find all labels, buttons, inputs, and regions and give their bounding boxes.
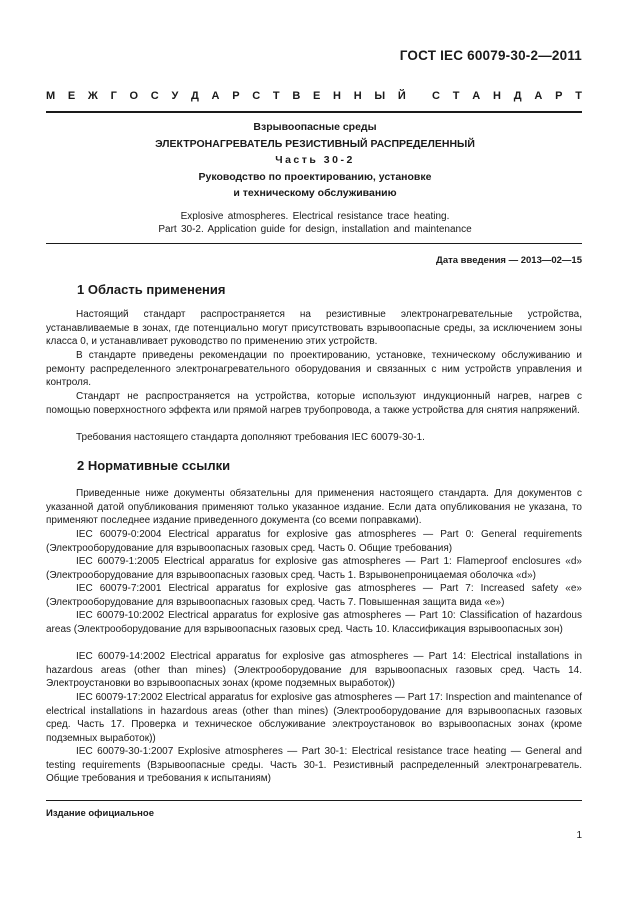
section-1-paragraph: В стандарте приведены рекомендации по проектированию, установке, техническому обслуживанию и ремонту распределенного электронагревательного оборудования и связанных с ним устройств управления и контроля.: [46, 350, 582, 389]
section-1-paragraph: Настоящий стандарт распространяется на резистивные электронагревательные устройства, устанавливаемые в зонах, где потенциально могут присутствовать взрывоопасные среды, за исключением зоны класса 0, и устанавливает руководство по применению этих устройств.: [46, 309, 582, 348]
interstate-word: М Е Ж Г О С У Д А Р С Т В Е Н Н Ы Й: [46, 90, 406, 102]
reference-item: IEC 60079-30-1:2007 Explosive atmospheres — Part 30-1: Electrical resistance trace heating — General and testing requirements (Взрывоопасные среды. Часть 30-1. Резистивный распределенный электронагреватель. Общие требования и требования к испытаниям): [46, 746, 582, 785]
official-edition-label: Издание официальное: [46, 808, 154, 819]
reference-item: IEC 60079-0:2004 Electrical apparatus for explosive gas atmospheres — Part 0: General requirements (Электрооборудование для взрывоопасных газовых сред. Часть 0. Общие требования): [46, 529, 582, 554]
title-line-2: ЭЛЕКТРОНАГРЕВАТЕЛЬ РЕЗИСТИВНЫЙ РАСПРЕДЕЛЕННЫЙ: [155, 137, 475, 150]
section-1-paragraph: Требования настоящего стандарта дополняют требования IEC 60079-30-1.: [76, 432, 425, 443]
english-title-line-1: Explosive atmospheres. Electrical resistance trace heating.: [180, 211, 450, 222]
english-title: [0, 210, 630, 236]
title-line-5: и техническому обслуживанию: [233, 187, 397, 199]
reference-item: IEC 60079-14:2002 Electrical apparatus for explosive gas atmospheres — Part 14: Electrical installations in hazardous areas (other than mines) (Электрооборудование для взрывоопасных газовых сред. Часть 14. Электроустановки во взрывоопасных зонах (кроме подземных выработок)): [46, 651, 582, 690]
reference-item: IEC 60079-1:2005 Electrical apparatus for explosive gas atmospheres — Part 1: Flameproof enclosures «d» (Электрооборудование для взрывоопасных газовых сред. Часть 1. Взрывонепроницаемая оболочка «d»): [46, 556, 582, 581]
footer-divider: [46, 800, 582, 801]
date-of-introduction: Дата введения — 2013—02—15: [436, 255, 582, 266]
page-number: 1: [576, 830, 582, 841]
section-2-paragraph: Приведенные ниже документы обязательны для применения настоящего стандарта. Для документов с указанной датой опубликования применяют только указанное издание. Если дата опубликования не указана, то применяют последнее издание приведенного документа (со всеми поправками).: [46, 488, 582, 527]
reference-item: IEC 60079-7:2001 Electrical apparatus for explosive gas atmospheres — Part 7: Increased safety «e» (Электрооборудование для взрывоопасных газовых сред. Часть 7. Повышенная защита вида «e»): [46, 583, 582, 608]
standard-number: ГОСТ IEC 60079-30-2—2011: [399, 48, 582, 63]
interstate-standard-banner: [46, 90, 582, 113]
title-line-4: Руководство по проектированию, установке: [198, 170, 432, 183]
reference-item: IEC 60079-17:2002 Electrical apparatus for explosive gas atmospheres — Part 17: Inspection and maintenance of electrical installations in hazardous areas (other than mines) (Электрооборудование для взрывоопасных газовых сред. Часть 17. Проверка и техническое обслуживание электроустановок во взрывоопасных зонах (кроме подземных выработок)): [46, 692, 582, 744]
title-part: Часть 30-2: [275, 154, 355, 166]
section-1-heading: 1 Область применения: [77, 282, 226, 297]
standard-word: С Т А Н Д А Р Т: [432, 90, 582, 102]
section-1-paragraph: Стандарт не распространяется на устройства, которые используют индукционный нагрев, нагрев с помощью поверхностного эффекта или прямой нагрев трубопровода, а также устройства для снятия напряжений.: [46, 391, 582, 416]
title-line-1: Взрывоопасные среды: [253, 121, 377, 133]
reference-item: IEC 60079-10:2002 Electrical apparatus for explosive gas atmospheres — Part 10: Classification of hazardous areas (Электрооборудование для взрывоопасных газовых сред. Часть 10. Классификация взрывоопасных зон): [46, 610, 582, 635]
section-2-heading: 2 Нормативные ссылки: [77, 458, 231, 473]
english-title-line-2: Part 30-2. Application guide for design, installation and maintenance: [158, 224, 472, 235]
russian-title: [0, 119, 630, 202]
divider: [46, 243, 582, 244]
